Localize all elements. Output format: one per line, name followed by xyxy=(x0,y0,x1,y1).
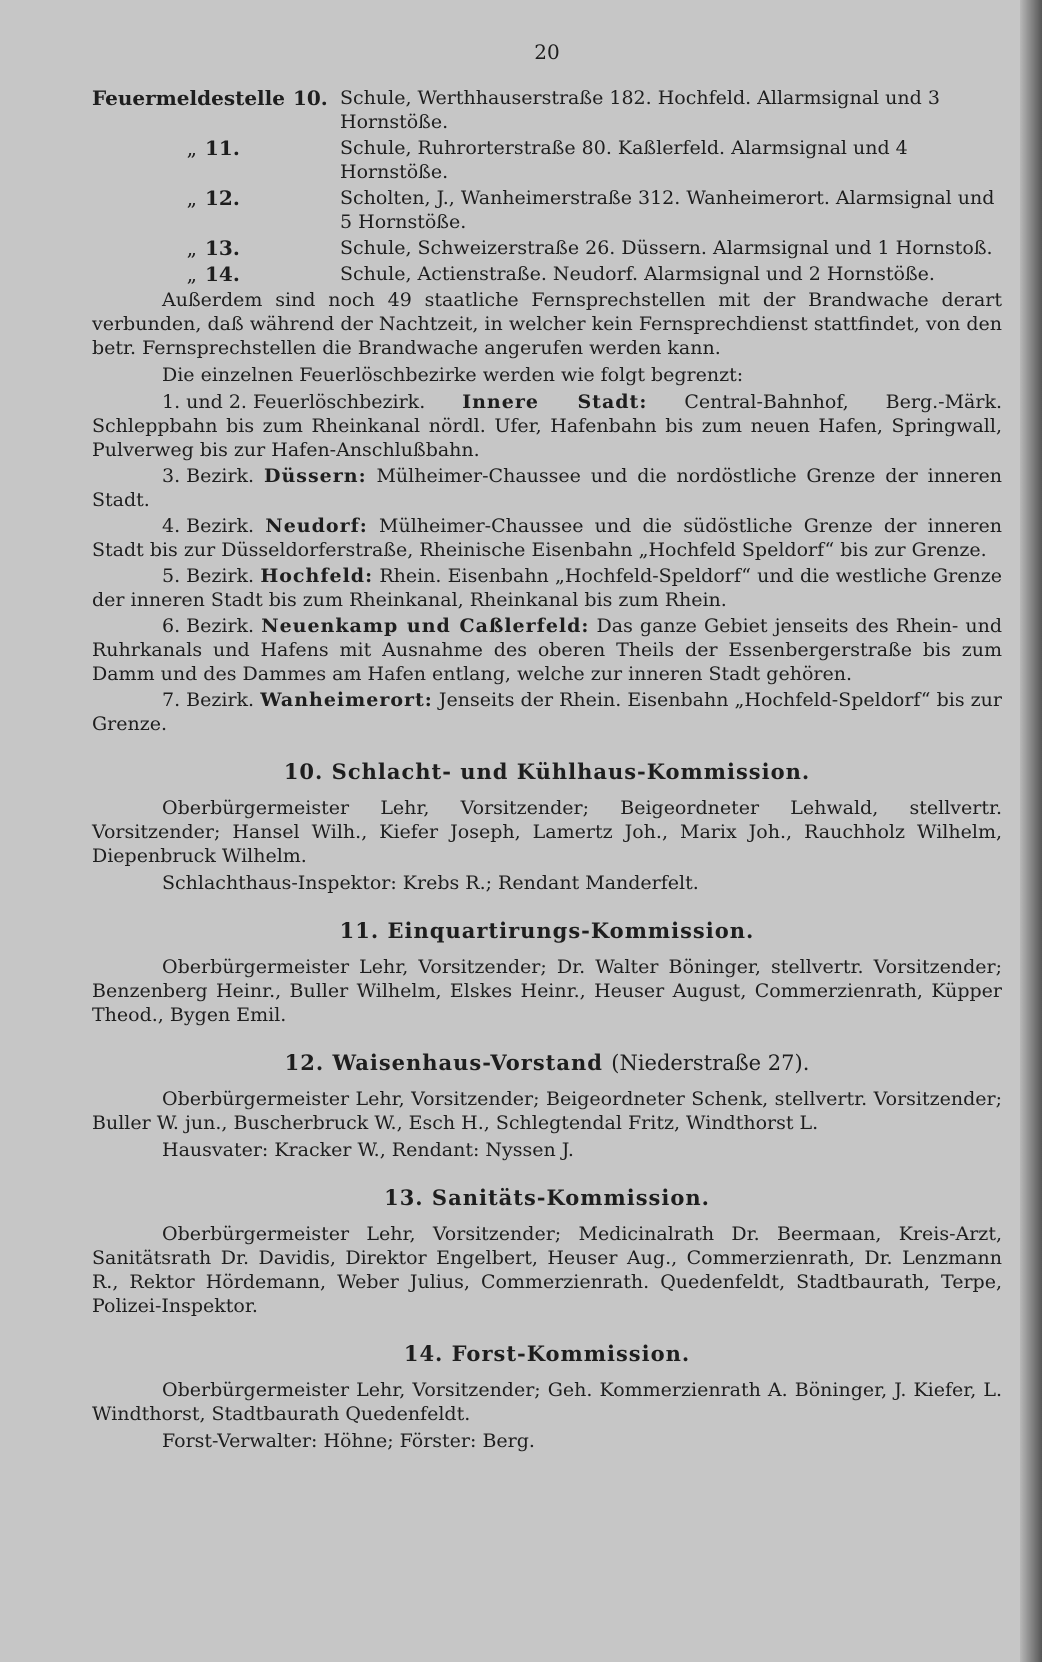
bezirk-entry xyxy=(92,464,1002,512)
section-title xyxy=(92,1342,1002,1366)
page-number: 20 xyxy=(534,40,560,64)
feuermeldestelle-text: Schule, Actienstraße. Neudorf. Alarmsignal und 2 Hornstöße. xyxy=(340,263,935,285)
section-title-text: 13. Sanitäts-Kommission. xyxy=(384,1185,710,1210)
bezirk-number: 1. und 2. Feuerlöschbezirk. xyxy=(162,391,426,413)
feuermeldestelle-name: Feuermeldestelle xyxy=(92,86,285,110)
section-title xyxy=(92,1186,1002,1210)
feuermeldestelle-label xyxy=(92,86,340,134)
bezirk-description: Mülheimer-Chaussee und die nordöstliche Grenze der inneren Stadt. xyxy=(92,465,1002,511)
feuermeldestelle-number: 12. xyxy=(205,186,240,210)
ausserdem-paragraph: Außerdem sind noch 49 staatliche Fernsprechstellen mit der Brandwache derart verbunden, daß während der Nachtzeit, in welcher kein Fernsprechdienst stattfindet, von den betr. Fernsprechstellen die Brandwache angerufen werden kann. xyxy=(92,289,1002,359)
bezirk-name: Düssern: xyxy=(263,465,367,487)
bezirk-number: 5. Bezirk. xyxy=(162,565,255,587)
section-title xyxy=(92,760,1002,784)
bezirk-name: Neuenkamp und Caßlerfeld: xyxy=(261,615,590,637)
section-paragraph: Schlachthaus-Inspektor: Krebs R.; Rendant Manderfelt. xyxy=(162,872,699,894)
book-spine-shadow xyxy=(1020,0,1042,1662)
bezirk-number: 3. Bezirk. xyxy=(162,465,255,487)
feuermeldestelle-label xyxy=(92,136,340,184)
feuermeldestelle-row xyxy=(92,136,1002,184)
bezirk-description: Rhein. Eisenbahn „Hochfeld-Speldorf“ und die westliche Grenze der inneren Stadt bis zum Rheinkanal, Rheinkanal bis zum Rhein. xyxy=(92,565,1002,611)
feuermeldestelle-name: „ xyxy=(186,136,197,160)
feuermeldestelle-text: Scholten, J., Wanheimerstraße 312. Wanheimerort. Alarmsignal und 5 Hornstöße. xyxy=(340,187,995,233)
section-paragraph: Oberbürgermeister Lehr, Vorsitzender; Beigeordneter Schenk, stellvertr. Vorsitzender; Buller W. jun., Buscherbruck W., Esch H., Schlegtendal Fritz, Windthorst L. xyxy=(92,1088,1002,1134)
section-title-text: 12. Waisenhaus-Vorstand xyxy=(284,1050,603,1075)
feuermeldestelle-name: „ xyxy=(186,236,197,260)
feuermeldestelle-row xyxy=(92,186,1002,234)
bezirke-intro: Die einzelnen Feuerlöschbezirke werden wie folgt begrenzt: xyxy=(162,364,744,386)
section-title-text: 14. Forst-Kommission. xyxy=(403,1341,691,1366)
feuermeldestelle-number: 11. xyxy=(205,136,240,160)
bezirk-description: Mülheimer-Chaussee und die südöstliche Grenze der inneren Stadt bis zur Düsseldorferstraße, Rheinische Eisenbahn „Hochfeld Speldorf“ bis zur Grenze. xyxy=(92,515,1002,561)
bezirk-entry xyxy=(92,514,1002,562)
section-title xyxy=(92,919,1002,943)
feuermeldestelle-text: Schule, Werthhauserstraße 182. Hochfeld. Allarmsignal und 3 Hornstöße. xyxy=(340,87,940,133)
kommissionen xyxy=(92,760,1002,1453)
feuermeldestellen-list xyxy=(92,86,1002,286)
bezirk-number: 6. Bezirk. xyxy=(162,615,255,637)
bezirk-name: Neudorf: xyxy=(265,515,368,537)
bezirk-description: Jenseits der Rhein. Eisenbahn „Hochfeld-Speldorf“ bis zur Grenze. xyxy=(92,689,1002,735)
bezirk-description: Das ganze Gebiet jenseits des Rhein- und Ruhrkanals und Hafens mit Ausnahme des oberen Theils der Essenbergerstraße bis zum Damm und des Dammes am Hafen entlang, welche zur inneren Stadt gehören. xyxy=(92,615,1002,685)
section-paragraph: Oberbürgermeister Lehr, Vorsitzender; Beigeordneter Lehwald, stellvertr. Vorsitzender; Hansel Wilh., Kiefer Joseph, Lamertz Joh., Marix Joh., Rauchholz Wilhelm, Diepenbruck Wilhelm. xyxy=(92,797,1002,867)
page-content xyxy=(92,40,1002,1456)
feuermeldestelle-row xyxy=(92,236,1002,260)
bezirk-name: Wanheimerort: xyxy=(260,689,433,711)
bezirk-entry xyxy=(92,390,1002,462)
section-title-address: (Niederstraße 27). xyxy=(611,1051,810,1075)
bezirk-name: Hochfeld: xyxy=(260,565,374,587)
feuermeldestelle-row xyxy=(92,262,1002,286)
section-paragraph: Forst-Verwalter: Höhne; Förster: Berg. xyxy=(162,1430,535,1452)
bezirk-entry xyxy=(92,614,1002,686)
bezirk-name: Innere Stadt: xyxy=(462,391,648,413)
feuermeldestelle-label xyxy=(92,186,340,234)
feuermeldestelle-number: 10. xyxy=(292,86,328,110)
bezirk-entry xyxy=(92,688,1002,736)
bezirk-number: 4. Bezirk. xyxy=(162,515,255,537)
feuermeldestelle-label xyxy=(92,262,340,286)
bezirke-list xyxy=(92,390,1002,736)
feuermeldestelle-label xyxy=(92,236,340,260)
feuermeldestelle-number: 14. xyxy=(205,262,240,286)
section-paragraph: Oberbürgermeister Lehr, Vorsitzender; Medicinalrath Dr. Beermaan, Kreis-Arzt, Sanitätsrath Dr. Davidis, Direktor Engelbert, Heuser Aug., Commerzienrath, Dr. Lenzmann R., Rektor Hördemann, Weber Julius, Commerzienrath. Quedenfeldt, Stadtbaurath, Terpe, Polizei-Inspektor. xyxy=(92,1223,1002,1317)
feuermeldestelle-row xyxy=(92,86,1002,134)
feuermeldestelle-name: „ xyxy=(186,186,197,210)
section-paragraph: Oberbürgermeister Lehr, Vorsitzender; Dr. Walter Böninger, stellvertr. Vorsitzender; Benzenberg Heinr., Buller Wilhelm, Elskes Heinr., Heuser August, Commerzienrath, Küpper Theod., Bygen Emil. xyxy=(92,956,1002,1026)
feuermeldestelle-text: Schule, Schweizerstraße 26. Düssern. Alarmsignal und 1 Hornstoß. xyxy=(340,237,993,259)
section-paragraph: Oberbürgermeister Lehr, Vorsitzender; Geh. Kommerzienrath A. Böninger, J. Kiefer, L. Windthorst, Stadtbaurath Quedenfeldt. xyxy=(92,1379,1002,1425)
section-title-text: 11. Einquartirungs-Kommission. xyxy=(339,918,755,943)
section-paragraph: Hausvater: Kracker W., Rendant: Nyssen J. xyxy=(162,1139,574,1161)
bezirk-description: Central-Bahnhof, Berg.-Märk. Schleppbahn bis zum Rheinkanal nördl. Ufer, Hafenbahn bis zum neuen Hafen, Springwall, Pulverweg bis zur Hafen-Anschlußbahn. xyxy=(92,391,1002,461)
feuermeldestelle-text: Schule, Ruhrorterstraße 80. Kaßlerfeld. Alarmsignal und 4 Hornstöße. xyxy=(340,137,908,183)
bezirk-entry xyxy=(92,564,1002,612)
bezirk-number: 7. Bezirk. xyxy=(162,689,255,711)
feuermeldestelle-name: „ xyxy=(186,262,197,286)
feuermeldestelle-number: 13. xyxy=(205,236,240,260)
section-title xyxy=(92,1051,1002,1075)
section-title-text: 10. Schlacht- und Kühlhaus-Kommission. xyxy=(283,759,811,784)
